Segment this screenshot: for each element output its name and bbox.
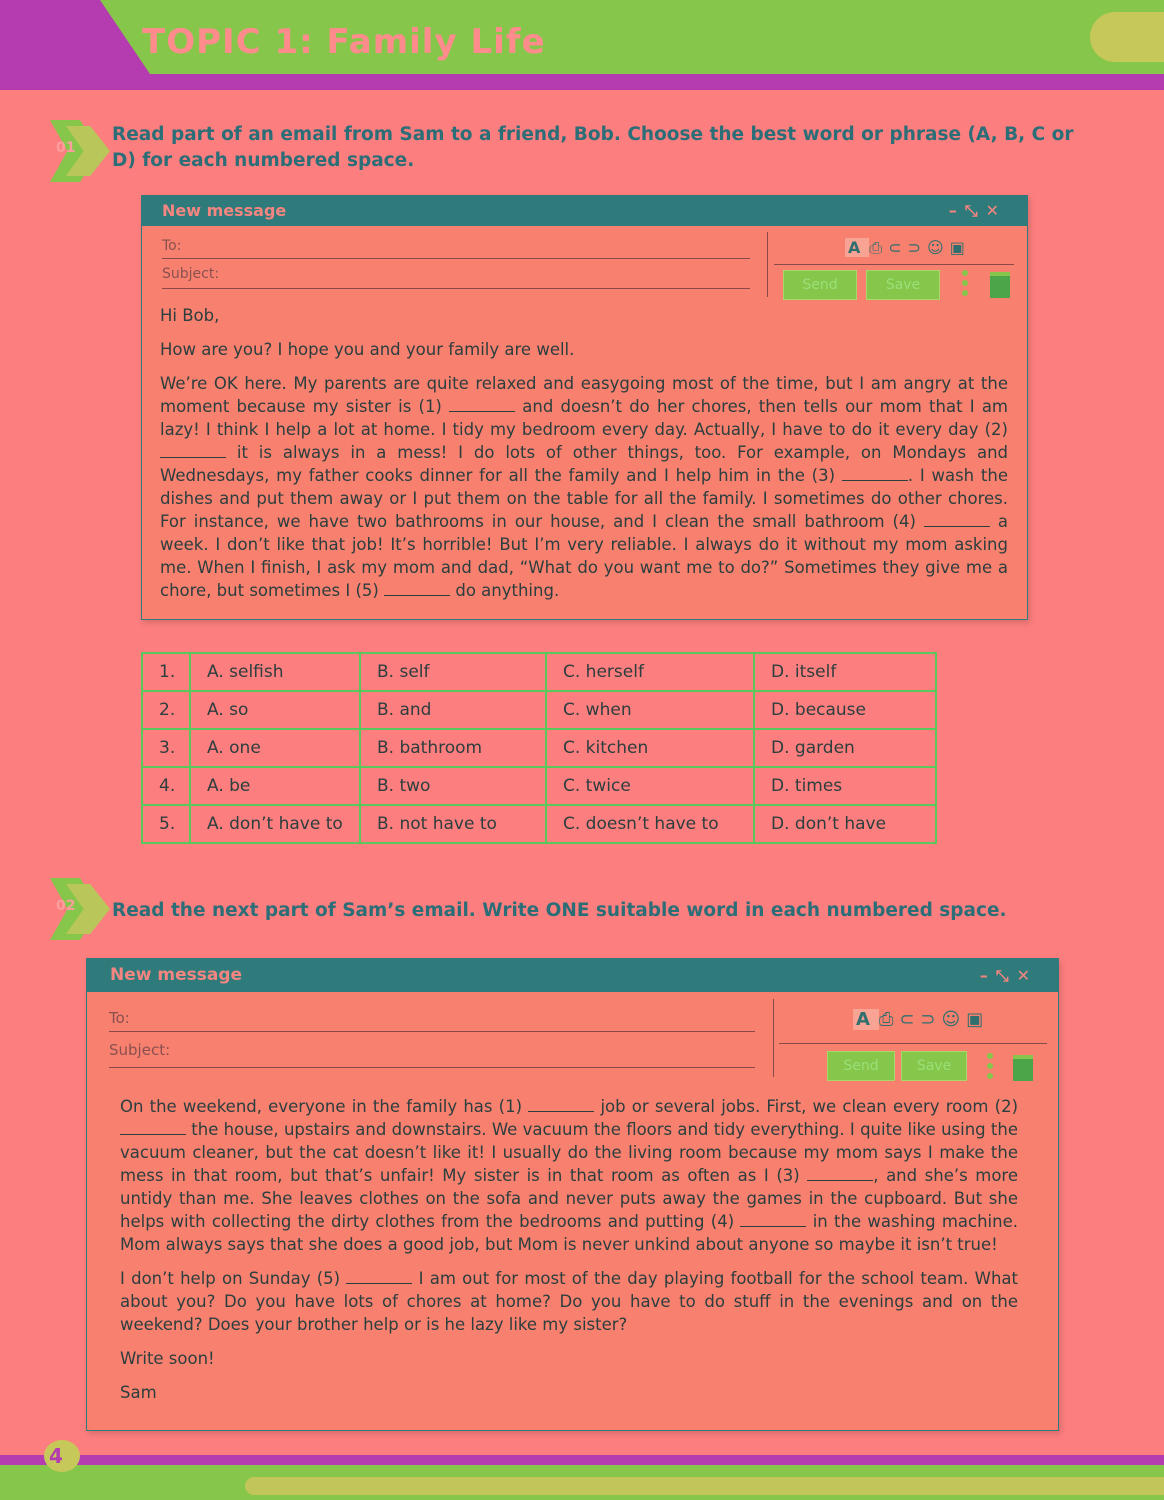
gap-1[interactable] xyxy=(449,397,515,412)
option-b[interactable]: B. not have to xyxy=(360,805,546,843)
table-row xyxy=(142,653,936,691)
font-format-icon[interactable]: A xyxy=(845,238,869,257)
email-1-subject-field[interactable] xyxy=(162,266,750,289)
email-1-paragraph-1: How are you? I hope you and your family are well. xyxy=(160,340,575,359)
email-1-titlebar xyxy=(142,196,1027,226)
email-1-title: New message xyxy=(162,201,287,220)
email-2-toolbar xyxy=(853,1009,989,1030)
email-2-closing: Write soon! xyxy=(120,1349,215,1368)
email-2-to-field[interactable] xyxy=(109,1009,755,1032)
option-a[interactable]: A. be xyxy=(190,767,360,805)
question-number: 3. xyxy=(142,729,190,767)
exercise-2-instruction: Read the next part of Sam’s email. Write ONE suitable word in each numbered space. xyxy=(112,900,1007,921)
minimize-icon[interactable]: – xyxy=(979,966,996,985)
table-row xyxy=(142,729,936,767)
attachment-icon[interactable]: ⎙ xyxy=(878,1009,900,1030)
question-number: 1. xyxy=(142,653,190,691)
option-d[interactable]: D. don’t have xyxy=(754,805,936,843)
option-c[interactable]: C. doesn’t have to xyxy=(546,805,754,843)
page-title: TOPIC 1: Family Life xyxy=(142,22,546,62)
email-2-title: New message xyxy=(110,965,243,985)
question-number: 2. xyxy=(142,691,190,729)
exercise-1-number: 01 xyxy=(56,140,76,156)
font-format-icon[interactable]: A xyxy=(853,1009,879,1030)
page-header xyxy=(0,0,1164,92)
gap-5[interactable] xyxy=(384,581,450,596)
gap-1[interactable] xyxy=(528,1097,594,1112)
email-2-titlebar xyxy=(87,959,1058,992)
answer-options-table xyxy=(141,652,937,844)
link-icon[interactable]: ⊂⊃ xyxy=(888,238,928,257)
footer-accent-bar xyxy=(245,1477,1164,1495)
link-icon[interactable]: ⊂⊃ xyxy=(899,1009,942,1030)
more-options-icon[interactable] xyxy=(987,1053,993,1083)
email-1-send-button[interactable]: Send xyxy=(783,270,857,300)
table-row xyxy=(142,805,936,843)
email-1-toolbar-divider xyxy=(774,264,1014,265)
option-d[interactable]: D. because xyxy=(754,691,936,729)
gap-4[interactable] xyxy=(924,512,990,527)
email-1-window-controls xyxy=(949,196,1007,226)
option-d[interactable]: D. itself xyxy=(754,653,936,691)
email-1-greeting: Hi Bob, xyxy=(160,306,220,325)
email-2-send-button[interactable]: Send xyxy=(827,1051,895,1081)
gap-2[interactable] xyxy=(160,443,226,458)
table-row xyxy=(142,691,936,729)
option-a[interactable]: A. so xyxy=(190,691,360,729)
exercise-2-badge xyxy=(50,878,112,940)
trash-icon[interactable] xyxy=(1013,1055,1033,1081)
email-2-window-controls xyxy=(980,959,1038,992)
exercise-1-badge xyxy=(50,120,112,182)
gap-2[interactable] xyxy=(120,1120,186,1135)
option-d[interactable]: D. times xyxy=(754,767,936,805)
email-2-body xyxy=(120,1095,1018,1415)
page-number: 4 xyxy=(49,1444,63,1468)
emoji-icon[interactable]: ☺ xyxy=(927,238,950,257)
option-c[interactable]: C. kitchen xyxy=(546,729,754,767)
footer-purple-band xyxy=(0,1455,1164,1465)
option-d[interactable]: D. garden xyxy=(754,729,936,767)
image-icon[interactable]: ▣ xyxy=(949,238,971,257)
email-2-divider xyxy=(773,999,774,1077)
question-number: 4. xyxy=(142,767,190,805)
email-1-divider xyxy=(767,232,768,297)
close-icon[interactable]: ✕ xyxy=(1016,966,1038,985)
gap-3[interactable] xyxy=(807,1166,873,1181)
option-b[interactable]: B. two xyxy=(360,767,546,805)
exercise-2-number: 02 xyxy=(56,898,76,914)
email-2-toolbar-divider xyxy=(779,1043,1047,1044)
option-b[interactable]: B. and xyxy=(360,691,546,729)
header-accent-pill xyxy=(1090,12,1164,62)
close-icon[interactable]: ✕ xyxy=(985,201,1007,220)
header-purple-band xyxy=(0,74,1164,90)
email-1-save-button[interactable]: Save xyxy=(866,270,940,300)
option-a[interactable]: A. selfish xyxy=(190,653,360,691)
minimize-icon[interactable]: – xyxy=(948,201,965,220)
email-2-signature: Sam xyxy=(120,1383,157,1402)
attachment-icon[interactable]: ⎙ xyxy=(869,238,889,257)
email-2-subject-label: Subject: xyxy=(109,1041,171,1059)
table-row xyxy=(142,767,936,805)
email-window-2 xyxy=(86,958,1059,1431)
email-2-save-button[interactable]: Save xyxy=(901,1051,967,1081)
email-1-paragraph-2: We’re OK here. My parents are quite relaxed and easygoing most of the time, but I am angry at the moment because my sister is (1) and doesn’t do her chores, then tells our mom that I am lazy! I think I help a lot at home. I tidy my bedroom every day. Actually, I have to do it every day (2) it is always in a mess! I do lots of other things, too. For example, on Mondays and Wednesdays, my father cooks dinner for all the family and I help him in the (3) . I wash the dishes and put them away or I put them on the table for all the family. I sometimes do other chores. For instance, we have two bathrooms in our house, and I clean the small bathroom (4) a week. I don’t like that job! It’s horrible! But I’m very reliable. I always do it without my mom asking me. When I finish, I ask my mom and dad, “What do you want me to do?” Sometimes they give me a chore, but sometimes I (5) do anything. xyxy=(160,374,1008,600)
option-c[interactable]: C. herself xyxy=(546,653,754,691)
option-c[interactable]: C. twice xyxy=(546,767,754,805)
option-b[interactable]: B. bathroom xyxy=(360,729,546,767)
email-2-subject-field[interactable] xyxy=(109,1041,755,1068)
email-1-to-label: To: xyxy=(162,238,182,254)
gap-3[interactable] xyxy=(842,466,908,481)
more-options-icon[interactable] xyxy=(962,270,968,300)
email-2-paragraph-1: On the weekend, everyone in the family has (1) job or several jobs. First, we clean every room (2) the house, upstairs and downstairs. We vacuum the floors and tidy everything. I quite like using the vacuum cleaner, but the cat doesn’t like it! I usually do the living room because my mom says I make the mess in that room, but that’s unfair! My sister is in that room as often as I (3) , and she’s more untidy than me. She leaves clothes on the sofa and never puts away the games in the cupboard. But she helps with collecting the dirty clothes from the bedrooms and putting (4) in the washing machine. Mom always says that she does a good job, but Mom is never unkind about anyone so maybe it isn’t true! xyxy=(120,1097,1019,1254)
page-footer xyxy=(0,1455,1164,1500)
question-number: 5. xyxy=(142,805,190,843)
emoji-icon[interactable]: ☺ xyxy=(941,1009,967,1030)
email-1-toolbar xyxy=(845,238,971,258)
gap-4[interactable] xyxy=(740,1212,806,1227)
email-1-to-field[interactable] xyxy=(162,238,750,259)
option-b[interactable]: B. self xyxy=(360,653,546,691)
image-icon[interactable]: ▣ xyxy=(966,1009,990,1030)
option-a[interactable]: A. don’t have to xyxy=(190,805,360,843)
email-1-subject-label: Subject: xyxy=(162,266,220,282)
option-c[interactable]: C. when xyxy=(546,691,754,729)
option-a[interactable]: A. one xyxy=(190,729,360,767)
email-2-to-label: To: xyxy=(109,1009,130,1027)
trash-icon[interactable] xyxy=(990,272,1010,298)
exercise-1-instruction: Read part of an email from Sam to a friend, Bob. Choose the best word or phrase (A, B, C or D) for each numbered space. xyxy=(112,124,1074,171)
email-window-1 xyxy=(141,195,1028,620)
email-1-body xyxy=(160,304,1008,613)
gap-5[interactable] xyxy=(346,1269,412,1284)
collapse-icon[interactable]: ⤡ xyxy=(964,201,986,220)
collapse-icon[interactable]: ⤡ xyxy=(995,966,1017,985)
email-2-paragraph-2: I don’t help on Sunday (5) I am out for most of the day playing football for the school team. What about you? Do you have lots of chores at home? Do you have to do stuff in the evenings and on the weekend? Does your brother help or is he lazy like my sister? xyxy=(120,1269,1019,1334)
